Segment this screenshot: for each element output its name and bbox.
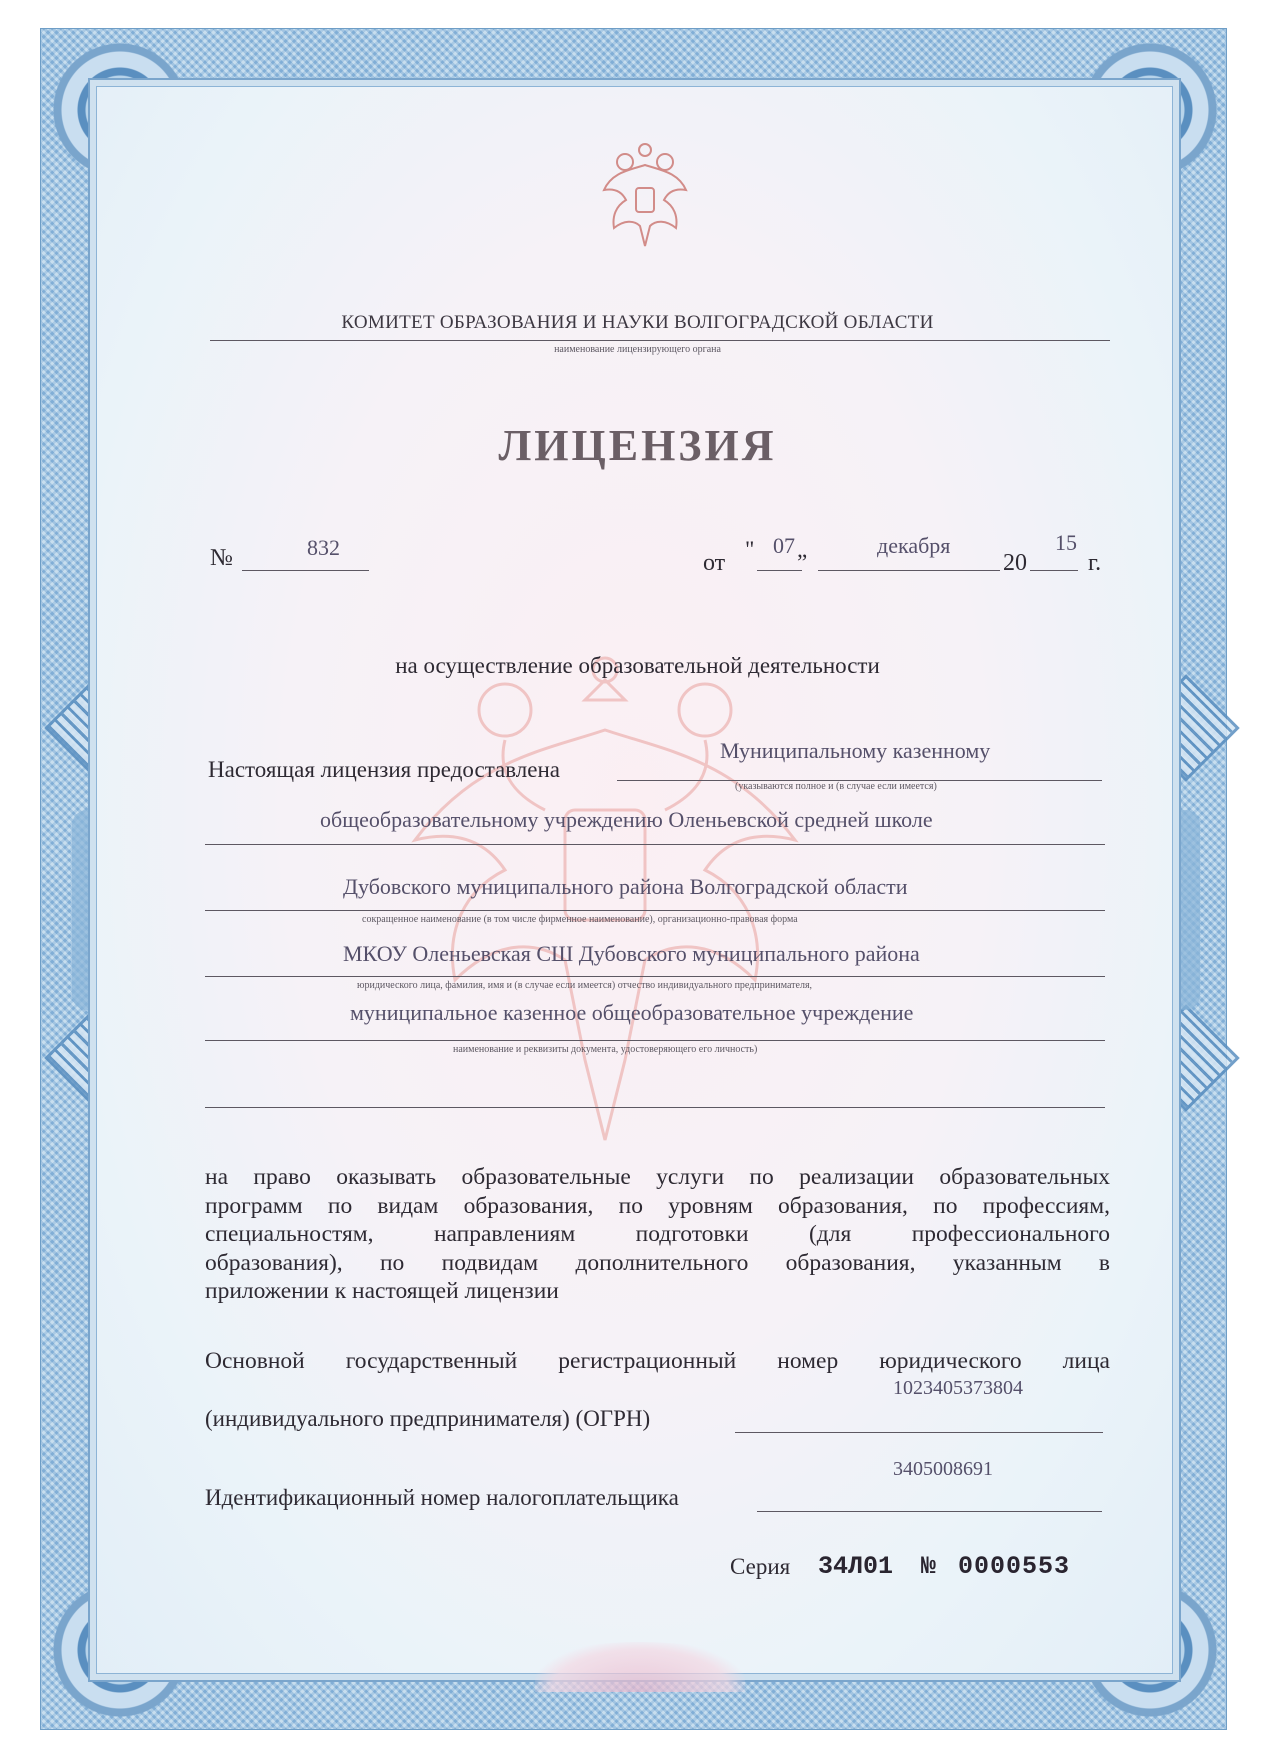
holder-line-4: МКОУ Оленьевская СШ Дубовского муниципального района (343, 941, 920, 966)
number-underline (242, 570, 369, 571)
blank-number: 0000553 (958, 1552, 1071, 1581)
inn-value: 3405008691 (893, 1458, 993, 1480)
series-value: 34Л01 (818, 1552, 894, 1581)
license-number: 832 (307, 535, 340, 560)
coat-of-arms-emblem (600, 140, 690, 250)
date-month: декабря (877, 533, 951, 558)
blank-number-sign: № (921, 1552, 937, 1581)
issuer-caption: наименование лицензирующего органа (554, 344, 721, 355)
year-underline (1030, 570, 1078, 571)
rights-line: приложении к настоящей лицензии (205, 1278, 559, 1304)
holder-caption-1: (указываются полное и (в случае если имеется) (735, 781, 937, 792)
day-underline (757, 570, 802, 571)
license-purpose: на осуществление образовательной деятельности (395, 653, 880, 678)
inn-label: Идентификационный номер налогоплательщика (205, 1485, 679, 1510)
date-close-quote: „ (797, 537, 808, 562)
holder-underline-6 (205, 1107, 1105, 1108)
ogrn-underline (735, 1432, 1103, 1433)
document-title: ЛИЦЕНЗИЯ (498, 421, 777, 470)
license-number-label: № (210, 545, 233, 571)
holder-underline-2 (205, 844, 1105, 845)
year-suffix: 15 (1055, 530, 1077, 555)
rights-paragraph (205, 1163, 1110, 1306)
holder-line-3: Дубовского муниципального района Волгоградской области (343, 874, 908, 899)
ogrn-label-line: Основной государственный регистрационный номер юридического лица (205, 1348, 1110, 1374)
issuer-underline (210, 340, 1110, 341)
series-label: Серия (730, 1554, 791, 1579)
date-prefix: от (703, 550, 726, 576)
rights-line: на право оказывать образовательные услуги по реализации образовательных (205, 1164, 1110, 1190)
year-unit: г. (1088, 550, 1102, 576)
holder-caption-5: наименование и реквизиты документа, удостоверяющего его личность) (453, 1044, 758, 1055)
issuer-name: КОМИТЕТ ОБРАЗОВАНИЯ И НАУКИ ВОЛГОГРАДСКОЙ ОБЛАСТИ (341, 312, 934, 333)
rights-line: образования), по подвидам дополнительного образования, указанным в (205, 1249, 1110, 1276)
holder-line-1: Муниципальному казенному (720, 738, 991, 763)
rights-line: программ по видам образования, по уровням образования, по профессиям, (205, 1192, 1110, 1219)
holder-underline-3 (205, 910, 1105, 911)
bottom-ornament (535, 1642, 745, 1692)
date-open-quote: " (745, 537, 755, 562)
year-prefix: 20 (1003, 550, 1027, 576)
holder-label: Настоящая лицензия предоставлена (208, 757, 560, 782)
holder-line-5: муниципальное казенное общеобразовательное учреждение (350, 1000, 914, 1025)
holder-caption-4: юридического лица, фамилия, имя и (в случае если имеется) отчество индивидуального предпринимателя, (357, 980, 813, 991)
ogrn-value: 1023405373804 (893, 1377, 1023, 1399)
ogrn-label (205, 1347, 1110, 1376)
holder-underline-4 (205, 976, 1105, 977)
rights-line: специальностям, направлениям подготовки (для профессионального (205, 1221, 1110, 1247)
holder-underline-5 (205, 1040, 1105, 1041)
coat-of-arms-watermark (395, 640, 815, 1160)
holder-line-2: общеобразовательному учреждению Оленьевской средней школе (320, 807, 933, 832)
month-underline (818, 570, 1000, 571)
inn-underline (757, 1511, 1102, 1512)
ogrn-label-line-2: (индивидуального предпринимателя) (ОГРН) (205, 1406, 651, 1431)
date-day: 07 (773, 533, 795, 558)
holder-caption-3: сокращенное наименование (в том числе фирменное наименование), организационно-правовая форма (362, 914, 798, 925)
